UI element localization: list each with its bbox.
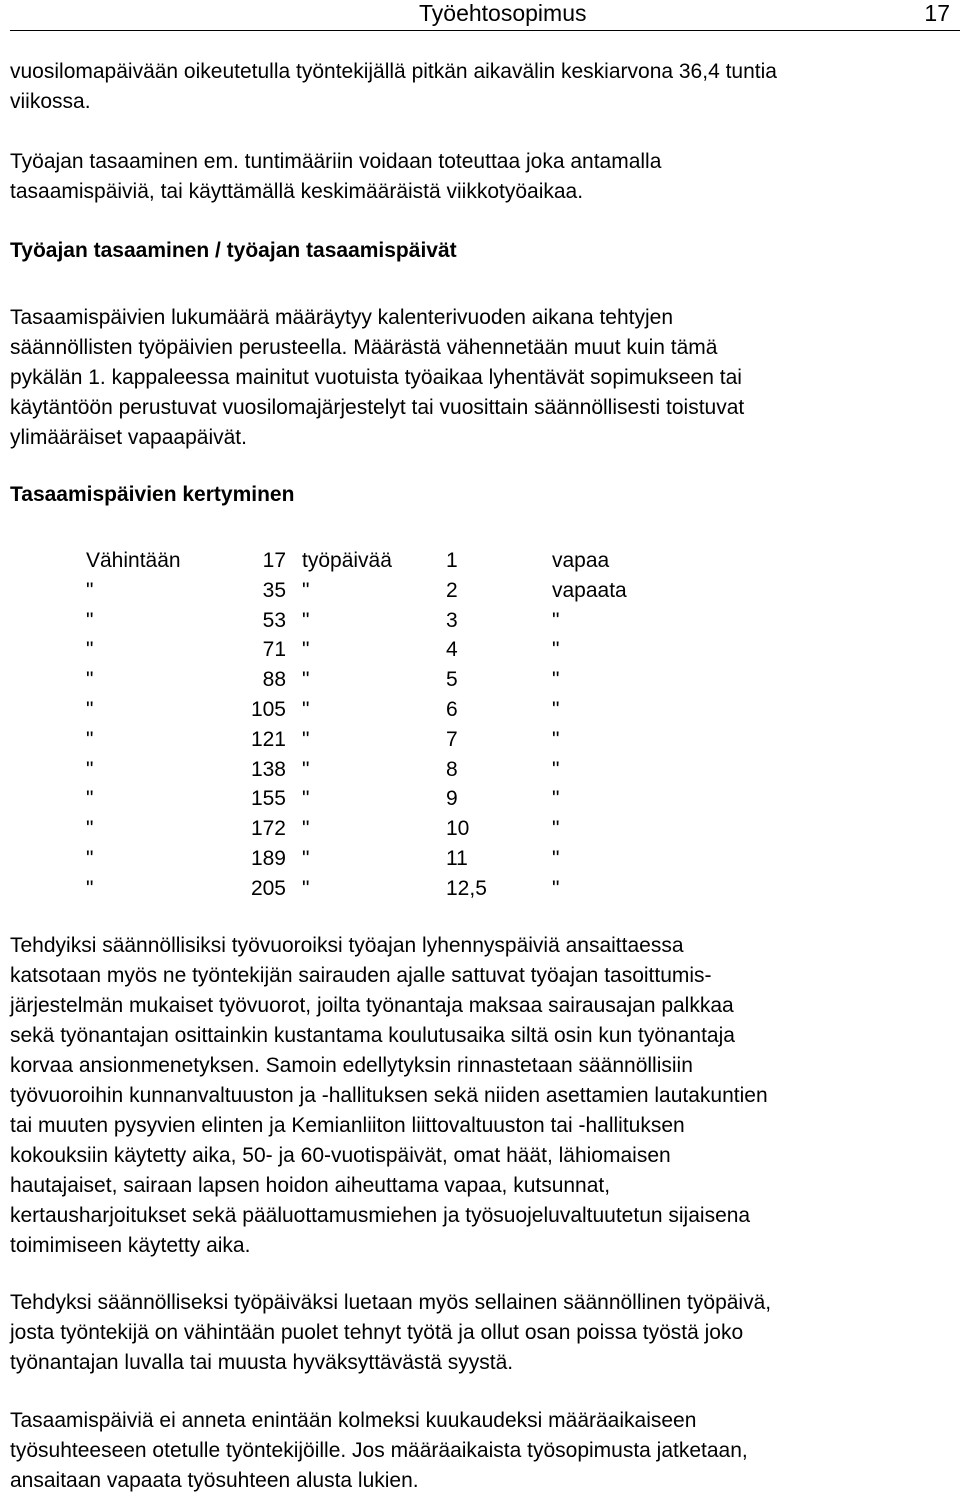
row-unit: " <box>302 727 310 751</box>
document-title: Työehtosopimus <box>419 0 587 26</box>
page-number: 17 <box>924 0 950 26</box>
row-label: " <box>552 757 560 781</box>
row-workdays: 88 <box>262 668 286 692</box>
row-label: " <box>552 638 560 662</box>
row-workdays: 71 <box>262 638 286 662</box>
row-free-days: 12,5 <box>446 876 487 900</box>
balancing-paragraph: Työajan tasaaminen em. tuntimääriin voidaan toteuttaa joka antamalla tasaamispäiviä, tai käyttämällä keskimääräistä viikkotyöaikaa. <box>10 150 662 203</box>
row-unit: työpäivää <box>302 549 392 572</box>
row-label: " <box>552 697 560 721</box>
row-free-days: 6 <box>446 697 458 721</box>
row-free-days: 4 <box>446 638 458 662</box>
row-prefix: " <box>86 817 94 841</box>
row-workdays: 189 <box>250 846 286 870</box>
row-prefix: " <box>86 787 94 811</box>
row-workdays: 155 <box>250 787 286 811</box>
row-prefix: " <box>86 668 94 692</box>
row-prefix: " <box>86 757 94 781</box>
row-label: " <box>552 846 560 870</box>
row-label: " <box>552 608 560 632</box>
row-prefix: " <box>86 876 94 900</box>
row-free-days: 3 <box>446 608 458 632</box>
row-free-days: 1 <box>446 549 458 572</box>
fixed-term-paragraph: Tasaamispäiviä ei anneta enintään kolmeksi kuukaudeksi määräaikaiseen työsuhteeseen otetulle työntekijöille. Jos määräaikaista työsopimusta jatketaan, ansaitaan vapaata työsuhteen alusta lukien. <box>10 1409 748 1492</box>
sick-leave-paragraph: Tehdyiksi säännöllisiksi työvuoroiksi työajan lyhennyspäiviä ansaittaessa katsotaan myös ne työntekijän sairauden ajalle sattuvat työajan tasoittumis- järjestelmän mukaiset työvuorot, joilta työnantaja maksaa sairausajan palkkaa sekä työnantajan osittainkin kustantama koulutusaika siltä osin kun työnantaja korvaa ansionmenetyksen. Samoin edellytyksin rinnastetaan säännöllisiin työvuoroihin kunnanvaltuuston ja -hallituksen sekä niiden asettamien lautakuntien tai muuten pysyvien elinten ja Kemianliiton liittovaltuuston tai -hallituksen kokouksiin käytetty aika, 50- ja 60-vuotispäivät, omat häät, lähiomaisen hautajaiset, sairaan lapsen hoidon aiheuttama vapaa, kutsunnat, kertausharjoitukset sekä pääluottamusmiehen ja työsuojeluvaltuutetun sijaisena toimimiseen käytetty aika. <box>10 934 768 1257</box>
row-free-days: 2 <box>446 578 458 602</box>
row-free-days: 5 <box>446 668 458 692</box>
row-unit: " <box>302 876 310 900</box>
row-label: " <box>552 876 560 900</box>
row-prefix: " <box>86 638 94 662</box>
section-heading-accrual: Tasaamispäivien kertyminen <box>10 483 295 506</box>
intro-paragraph: vuosilomapäivään oikeutetulla työntekijällä pitkän aikavälin keskiarvona 36,4 tuntia viikossa. <box>10 60 777 113</box>
row-prefix: " <box>86 727 94 751</box>
row-unit: " <box>302 697 310 721</box>
page-header <box>10 0 960 31</box>
row-unit: " <box>302 608 310 632</box>
row-free-days: 7 <box>446 727 458 751</box>
row-unit: " <box>302 578 310 602</box>
partial-day-paragraph: Tehdyksi säännölliseksi työpäiväksi luetaan myös sellainen säännöllinen työpäivä, josta työntekijä on vähintään puolet tehnyt työtä ja ollut osan poissa työstä joko työnantajan luvalla tai muusta hyväksyttävästä syystä. <box>10 1291 772 1374</box>
row-unit: " <box>302 638 310 662</box>
row-label: " <box>552 817 560 841</box>
row-label: vapaata <box>552 578 627 602</box>
row-unit: " <box>302 846 310 870</box>
row-prefix: " <box>86 578 94 602</box>
row-workdays: 138 <box>250 757 286 781</box>
row-workdays: 205 <box>250 876 286 900</box>
row-unit: " <box>302 668 310 692</box>
row-workdays: 121 <box>250 727 286 751</box>
row-label: vapaa <box>552 549 610 572</box>
row-workdays: 35 <box>262 578 286 602</box>
row-prefix: " <box>86 608 94 632</box>
row-workdays: 17 <box>262 549 286 572</box>
row-unit: " <box>302 757 310 781</box>
row-unit: " <box>302 787 310 811</box>
row-free-days: 11 <box>446 846 468 870</box>
row-label: " <box>552 787 560 811</box>
row-prefix: " <box>86 697 94 721</box>
row-unit: " <box>302 817 310 841</box>
balancing-days-paragraph: Tasaamispäivien lukumäärä määräytyy kalenterivuoden aikana tehtyjen säännöllisten työpäivien perusteella. Määrästä vähennetään muut kuin tämä pykälän 1. kappaleessa mainitut vuotuista työaikaa lyhentävät sopimukseen tai käytäntöön perustuvat vuosilomajärjestelyt tai vuosittain säännöllisesti toistuvat ylimääräiset vapaapäivät. <box>10 306 745 449</box>
row-free-days: 8 <box>446 757 458 781</box>
row-prefix: Vähintään <box>86 549 181 572</box>
row-free-days: 9 <box>446 787 458 811</box>
row-workdays: 172 <box>250 817 286 841</box>
row-workdays: 53 <box>262 608 286 632</box>
row-free-days: 10 <box>446 817 470 841</box>
row-prefix: " <box>86 846 94 870</box>
row-label: " <box>552 727 560 751</box>
row-workdays: 105 <box>250 697 286 721</box>
section-heading-balancing-days: Työajan tasaaminen / työajan tasaamispäivät <box>10 239 457 262</box>
row-label: " <box>552 668 560 692</box>
